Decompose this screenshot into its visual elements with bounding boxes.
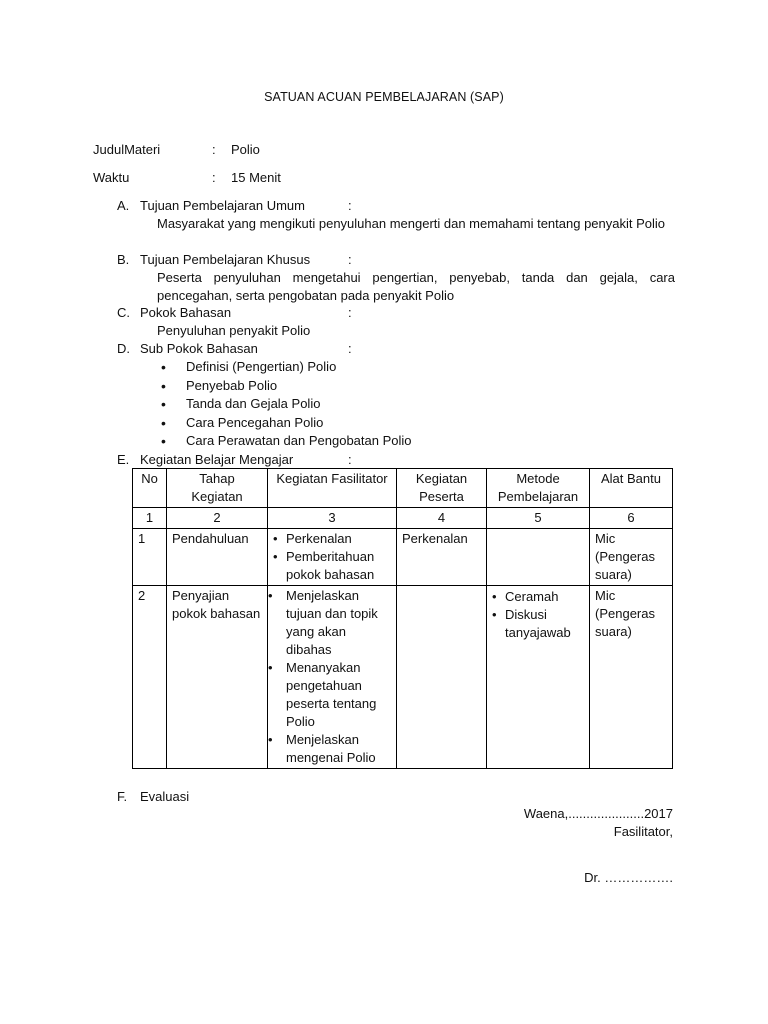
fasilitator-item: • Menjelaskan mengenai Polio [273,731,391,767]
sub-topic-item: • Cara Perawatan dan Pengobatan Polio [186,432,412,451]
fasilitator-item: • Menjelaskan tujuan dan topik yang akan dibahas [273,587,391,659]
column-number: 5 [487,508,590,529]
section-b-letter: B. [117,252,130,267]
table-header: Alat Bantu [590,469,673,508]
row-tahap: Penyajian pokok bahasan [167,586,268,769]
fasilitator-item: • Perkenalan [273,530,391,548]
section-c-label: Pokok Bahasan [140,305,232,320]
metode-item: • Diskusi tanyajawab [492,606,584,642]
table-header: Metode Pembelajaran [487,469,590,508]
column-number: 3 [268,508,397,529]
section-a-colon: : [348,198,352,213]
section-f-label: Evaluasi [140,789,190,804]
activity-table [132,468,673,769]
table-header: No [133,469,167,508]
table-row [133,586,673,769]
section-d-letter: D. [117,341,130,356]
row-alat: Mic (Pengeras suara) [590,586,673,769]
column-number: 4 [397,508,487,529]
section-e-label: Kegiatan Belajar Mengajar [140,452,294,467]
section-d-label: Sub Pokok Bahasan [140,341,258,356]
section-c-text: Penyuluhan penyakit Polio [157,323,311,338]
signature-role: Fasilitator, [613,824,673,839]
sub-topic-list [186,358,412,451]
row-metode [487,586,590,769]
section-d-colon: : [348,341,352,356]
row-metode [487,529,590,586]
row-alat: Mic (Pengeras suara) [590,529,673,586]
row-peserta [397,586,487,769]
sub-topic-item: • Penyebab Polio [186,377,412,396]
fasilitator-item: • Menanyakan pengetahuan peserta tentang Polio [273,659,391,731]
table-number-row [133,508,673,529]
section-c-letter: C. [117,305,130,320]
row-no: 1 [133,529,167,586]
table-row [133,529,673,586]
table-header-row [133,469,673,508]
column-number: 2 [167,508,268,529]
judul-value: Polio [231,142,260,157]
table-header: Tahap Kegiatan [167,469,268,508]
section-c-colon: : [348,305,352,320]
signature-place-date: Waena,.....................2017 [523,806,673,821]
section-b-text: Peserta penyuluhan mengetahui pengertian, penyebab, tanda dan gejala, cara pencegahan, serta pengobatan pada penyakit Polio [157,270,675,303]
signature-name: Dr. ……………. [584,870,673,885]
judul-label: JudulMateri [93,142,161,157]
judul-colon: : [212,142,216,157]
section-a-letter: A. [117,198,130,213]
row-tahap: Pendahuluan [167,529,268,586]
waktu-label: Waktu [93,170,130,185]
waktu-value: 15 Menit [231,170,281,185]
sub-topic-item: • Cara Pencegahan Polio [186,414,412,433]
sub-topic-item: • Definisi (Pengertian) Polio [186,358,412,377]
section-b-label: Tujuan Pembelajaran Khusus [140,252,311,267]
column-number: 6 [590,508,673,529]
sub-topic-item: • Tanda dan Gejala Polio [186,395,412,414]
row-fasilitator [268,586,397,769]
section-e-colon: : [348,452,352,467]
column-number: 1 [133,508,167,529]
page-title: SATUAN ACUAN PEMBELAJARAN (SAP) [264,90,504,104]
row-peserta: Perkenalan [397,529,487,586]
section-e-letter: E. [117,452,130,467]
waktu-colon: : [212,170,216,185]
row-fasilitator [268,529,397,586]
section-f-letter: F. [117,789,128,804]
metode-item: • Ceramah [492,588,584,606]
table-header: Kegiatan Peserta [397,469,487,508]
row-no: 2 [133,586,167,769]
section-b-colon: : [348,252,352,267]
fasilitator-item: • Pemberitahuan pokok bahasan [273,548,391,584]
section-a-text: Masyarakat yang mengikuti penyuluhan mengerti dan memahami tentang penyakit Polio [157,216,666,231]
section-a-label: Tujuan Pembelajaran Umum [140,198,305,213]
table-header: Kegiatan Fasilitator [268,469,397,508]
